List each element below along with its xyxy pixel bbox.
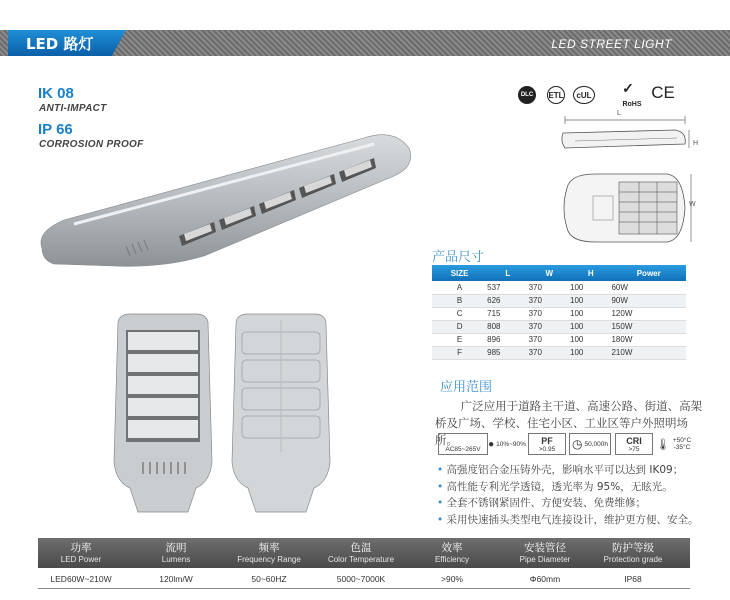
product-front-image: [108, 312, 218, 522]
ce-icon: CE: [651, 83, 675, 102]
pf-icon: PF >0.95: [528, 433, 566, 455]
checkmark-icon: ✓: [622, 79, 634, 96]
spec-col-efficiency: 效率 Efficiency: [434, 542, 470, 564]
table-cell: 100: [570, 281, 611, 294]
page-title: LED 路灯: [26, 35, 94, 53]
spec-col-power: 功率 LED Power: [60, 542, 102, 564]
temperature-icon: 🌡 +50°C -35°C: [656, 437, 692, 451]
table-cell: 180W: [611, 333, 686, 346]
table-header: L: [487, 265, 528, 281]
table-row: [432, 307, 686, 320]
table-row: [432, 294, 686, 307]
list-item: • 采用快速插头类型电气连接设计，维护更方便、安全。: [437, 512, 699, 529]
top-view-drawing: [555, 168, 705, 248]
table-cell: C: [432, 307, 487, 320]
size-table: [432, 265, 686, 360]
etl-icon: ETL: [547, 86, 565, 104]
spec-value-lumens: 120lm/W: [159, 574, 193, 584]
spec-value-efficiency: >90%: [441, 574, 463, 584]
spec-col-frequency: 频率 Frequency Range: [237, 542, 301, 564]
table-cell: 100: [570, 333, 611, 346]
table-row: [432, 320, 686, 333]
ik-subtitle: ANTI-IMPACT: [39, 103, 107, 114]
width-label: W: [689, 201, 696, 208]
height-label: H: [693, 140, 699, 147]
cri-icon: CRI >75: [615, 433, 653, 455]
table-cell: 370: [529, 333, 570, 346]
table-header: W: [529, 265, 570, 281]
voltage-icon: AC85~265V: [438, 433, 488, 455]
table-header: Power: [611, 265, 686, 281]
humidity-icon: ● 10%~90%: [488, 438, 526, 450]
table-cell: 715: [487, 307, 528, 320]
lifespan-icon: ◷ 50,000h: [569, 433, 611, 455]
table-row: [432, 281, 686, 294]
table-header: SIZE: [432, 265, 487, 281]
table-header: H: [570, 265, 611, 281]
table-row: [432, 346, 686, 359]
list-item: • 高强度铝合金压铸外壳，影响水平可以达到 IK09；: [437, 462, 699, 479]
table-cell: 210W: [611, 346, 686, 359]
ik-rating: IK 08: [38, 85, 74, 102]
table-cell: 537: [487, 281, 528, 294]
spec-value-power: LED60W~210W: [50, 574, 112, 584]
list-item: • 全套不锈钢紧固件、方便安装、免费维修；: [437, 495, 699, 512]
table-cell: 90W: [611, 294, 686, 307]
cul-icon: cUL: [573, 86, 595, 104]
table-cell: 100: [570, 307, 611, 320]
spec-value-pipe: Φ60mm: [529, 574, 561, 584]
table-cell: 626: [487, 294, 528, 307]
table-cell: 100: [570, 294, 611, 307]
product-back-image: [226, 312, 336, 522]
list-item: • 高性能专利光学透镜，透光率为 95%，无眩光。: [437, 479, 699, 496]
table-cell: 120W: [611, 307, 686, 320]
product-angled-image: [34, 128, 424, 268]
ip-subtitle: CORROSION PROOF: [39, 139, 144, 150]
spec-value-protection: IP68: [624, 574, 642, 584]
table-cell: D: [432, 320, 487, 333]
spec-value-frequency: 50~60HZ: [251, 574, 287, 584]
table-cell: 370: [529, 346, 570, 359]
table-cell: A: [432, 281, 487, 294]
page-subtitle: LED STREET LIGHT: [551, 37, 672, 51]
application-title: 应用范围: [440, 380, 493, 395]
table-cell: 985: [487, 346, 528, 359]
table-cell: 370: [529, 307, 570, 320]
dlc-icon: DLC: [518, 86, 536, 104]
application-text: 广泛应用于道路主干道、高速公路、街道、高架桥及广场、学校、住宅小区、工业区等户外照明场所。: [435, 399, 703, 447]
table-cell: 100: [570, 346, 611, 359]
ip-rating: IP 66: [38, 121, 73, 138]
table-cell: 896: [487, 333, 528, 346]
spec-col-protection: 防护等级 Protection grade: [603, 542, 663, 564]
table-cell: B: [432, 294, 487, 307]
table-cell: 150W: [611, 320, 686, 333]
table-cell: E: [432, 333, 487, 346]
table-cell: 370: [529, 294, 570, 307]
table-cell: 60W: [611, 281, 686, 294]
length-label: L: [617, 110, 621, 117]
divider: [38, 588, 690, 589]
spec-col-lumens: 流明 Lumens: [161, 542, 191, 564]
rohs-icon: RoHS: [622, 100, 642, 108]
table-cell: 100: [570, 320, 611, 333]
feature-list: [437, 462, 699, 528]
table-cell: 370: [529, 320, 570, 333]
table-cell: F: [432, 346, 487, 359]
table-row: [432, 333, 686, 346]
spec-value-color-temp: 5000~7000K: [336, 574, 386, 584]
spec-col-pipe: 安装管径 Pipe Diameter: [519, 542, 571, 564]
spec-col-color-temp: 色温 Color Temperature: [327, 542, 395, 564]
size-section-title: 产品尺寸: [432, 250, 485, 265]
table-cell: 808: [487, 320, 528, 333]
table-cell: 370: [529, 281, 570, 294]
side-view-drawing: [555, 108, 705, 168]
